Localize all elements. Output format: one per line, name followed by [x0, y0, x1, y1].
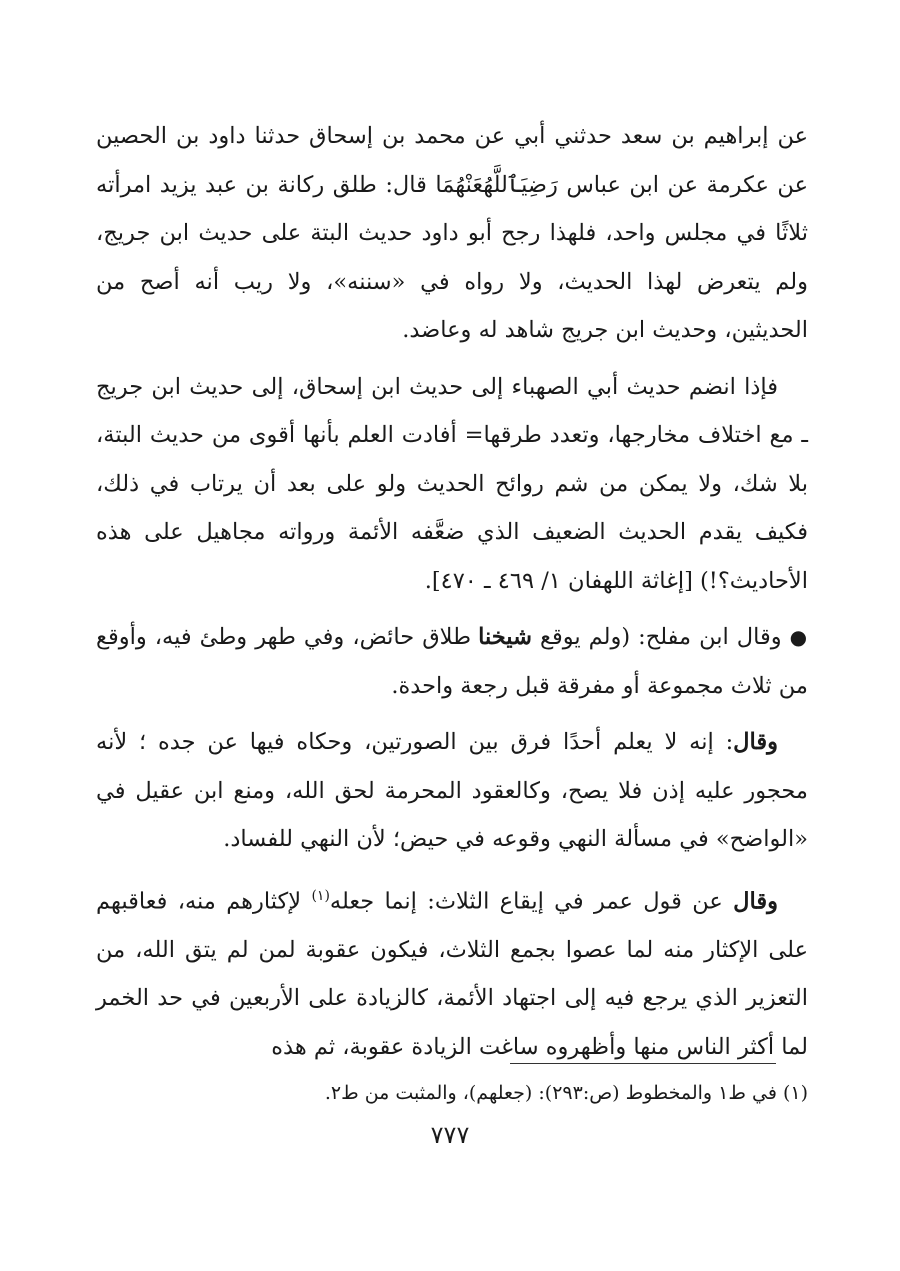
paragraph-3-bold: شيخنا — [478, 624, 532, 650]
footnote-marker[interactable]: (١) — [311, 887, 330, 904]
paragraph-5-rest: عن قول عمر في إيقاع الثلاث: إنما جعله — [329, 888, 734, 914]
paragraph-2 — [96, 363, 808, 606]
paragraph-3-lead: وقال ابن مفلح: (ولم يوقع — [531, 624, 782, 650]
paragraph-1-text: عن إبراهيم بن سعد حدثني أبي عن محمد بن إسحاق حدثنا داود بن الحصين عن عكرمة عن ابن عباس رَضِيَٱللَّهُعَنْهُمَا قال: طلق ركانة بن عبد يزيد امرأته ثلاثًا في مجلس واحد، فلهذا رجح أبو داود حديث البتة على حديث ابن جريج، ولم يتعرض لهذا الحديث، ولا رواه في «سننه»، ولا ريب أنه أصح من الحديثين، وحديث ابن جريج شاهد له وعاضد. — [96, 123, 808, 343]
paragraph-4-bold: وقال — [733, 729, 778, 755]
main-text — [96, 112, 808, 1079]
page-number: ٧٧٧ — [430, 1121, 470, 1149]
bullet-icon: ● — [789, 625, 808, 649]
paragraph-4 — [96, 718, 808, 864]
paragraph-3-rest: طلاق حائض، وفي طهر وطئ فيه، وأوقع من ثلاث مجموعة أو مفرقة قبل رجعة واحدة. — [96, 624, 808, 699]
paragraph-4-rest: : إنه لا يعلم أحدًا فرق بين الصورتين، وحكاه فيها عن جده ؛ لأنه محجور عليه إذن فلا يصح، وكالعقود المحرمة لحق الله، ومنع ابن عقيل في «الواضح» في مسألة النهي وقوعه في حيض؛ لأن النهي للفساد. — [96, 729, 808, 852]
paragraph-3 — [96, 613, 808, 710]
paragraph-1 — [96, 112, 808, 355]
paragraph-2-text: فإذا انضم حديث أبي الصهباء إلى حديث ابن إسحاق، إلى حديث ابن جريج ـ مع اختلاف مخارجها، وتعدد طرقها= أفادت العلم بأنها أقوى من حديث البتة، بلا شك، ولا يمكن من شم روائح الحديث ولو على بعد أن يرتاب في ذلك، فكيف يقدم الحديث الضعيف الذي ضعَّفه الأئمة ورواته مجاهيل على هذه الأحاديث؟!) [إغاثة اللهفان ١/ ٤٦٩ ـ ٤٧٠]. — [96, 373, 808, 594]
footnote-separator — [510, 1063, 776, 1064]
paragraph-5-rest2: لإكثارهم منه، فعاقبهم على الإكثار منه لما عصوا بجمع الثلاث، فيكون عقوبة لمن لم يتق الله، من التعزير الذي يرجع فيه إلى اجتهاد الأئمة، كالزيادة على الأربعين في حد الخمر لما أكثر الناس منها وأظهروه ساغت الزيادة عقوبة، ثم هذه — [96, 888, 808, 1060]
paragraph-5 — [96, 872, 808, 1072]
footnote: (١) في ط١ والمخطوط (ص:٢٩٣): (جعلهم)، والمثبت من ط٢. — [324, 1082, 808, 1104]
paragraph-5-bold: وقال — [733, 888, 778, 914]
